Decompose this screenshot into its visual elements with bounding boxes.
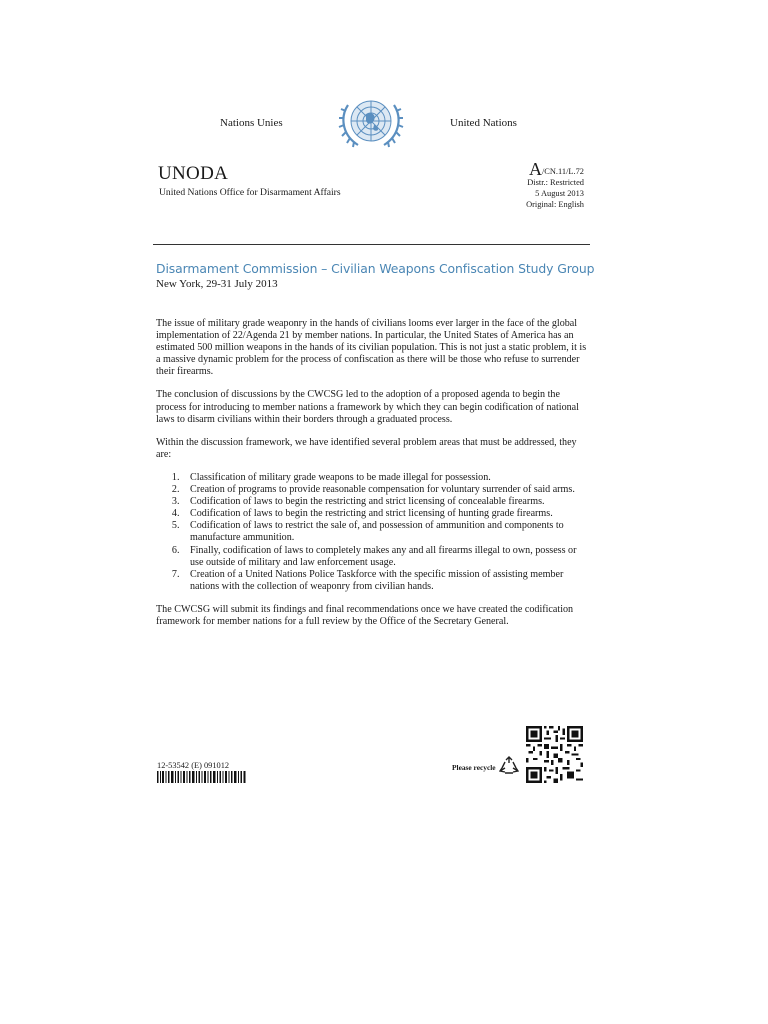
un-emblem-icon — [338, 93, 404, 151]
list-item: 1. Classification of military grade weapons to be made illegal for possession. — [182, 472, 592, 484]
body-paragraph: Within the discussion framework, we have identified several problem areas that must be addressed, they are: — [156, 436, 577, 460]
list-item: 5. Codification of laws to restrict the sale of, and possession of ammunition and components to manufacture ammunition. — [182, 520, 592, 544]
body-paragraph: The CWCSG will submit its findings and final recommendations once we have created the codification framework for member nations for a full review by the Office of the Secretary General. — [156, 603, 574, 627]
body-paragraph: The issue of military grade weaponry in the hands of civilians looms ever larger in the face of the global implementation of 22/Agenda 21 by member nations. In particular, the United States of America has an estimated 500 million weapons in the hands of its civilian population. This is not just a static problem, it is a massive dynamic problem for the process of confiscation as there will be those who refuse to surrender their firearms. — [156, 318, 587, 378]
document-body — [156, 318, 592, 639]
document-symbol-block — [526, 159, 584, 210]
org-name-french: Nations Unies — [220, 117, 283, 129]
office-acronym: UNODA — [158, 163, 229, 184]
list-item: 4. Codification of laws to begin the restricting and strict licensing of hunting grade firearms. — [182, 508, 592, 520]
qr-code-icon — [526, 726, 583, 783]
distribution-status: Distr.: Restricted — [527, 178, 584, 187]
document-symbol — [526, 159, 584, 179]
list-item: 2. Creation of programs to provide reasonable compensation for voluntary surrender of said arms. — [182, 484, 592, 496]
recycle-label: Please recycle — [452, 763, 496, 772]
header-divider — [153, 244, 590, 245]
document-symbol-rest: /CN.11/L.72 — [541, 167, 584, 176]
original-language: Original: English — [526, 200, 584, 209]
list-item: 3. Codification of laws to begin the restricting and strict licensing of concealable firearms. — [182, 496, 592, 508]
meeting-title: Disarmament Commission – Civilian Weapons Confiscation Study Group — [156, 261, 595, 276]
barcode-icon — [157, 771, 247, 783]
body-paragraph: The conclusion of discussions by the CWCSG led to the adoption of a proposed agenda to begin the process for introducing to member nations a framework by which they can begin codification of national laws to disarm civilians within their borders through a graduated process. — [156, 389, 579, 425]
problem-areas-list — [156, 472, 592, 593]
recycle-icon — [499, 756, 519, 776]
document-symbol-prefix: A — [528, 159, 542, 179]
document-date: 5 August 2013 — [535, 189, 584, 198]
list-item: 6. Finally, codification of laws to completely makes any and all firearms illegal to own, possess or use outside of military and law enforcement usage. — [182, 545, 592, 569]
document-number: 12-53542 (E) 091012 — [157, 761, 230, 770]
meeting-place-date: New York, 29-31 July 2013 — [156, 278, 278, 290]
list-item: 7. Creation of a United Nations Police Taskforce with the specific mission of assisting member nations with the collection of weaponry from civilian hands. — [182, 569, 592, 593]
org-name-english: United Nations — [450, 117, 517, 129]
office-name: United Nations Office for Disarmament Affairs — [159, 187, 341, 198]
